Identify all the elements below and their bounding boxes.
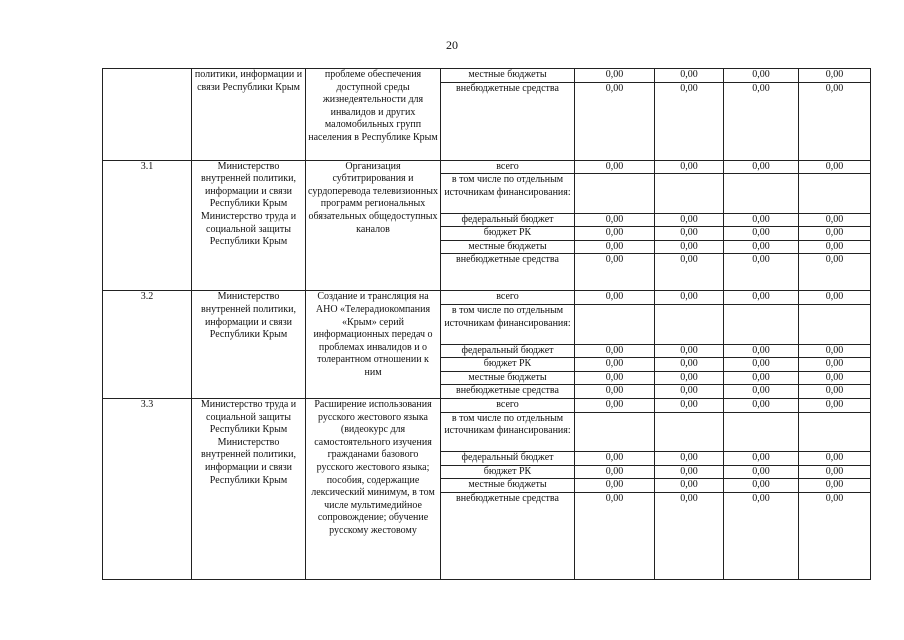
amount-cell [575, 305, 655, 345]
funding-source-cell: федеральный бюджет [441, 344, 575, 358]
funding-source-cell: федеральный бюджет [441, 452, 575, 466]
amount-cell: 0,00 [655, 240, 724, 254]
amount-cell: 0,00 [724, 479, 799, 493]
amount-cell: 0,00 [799, 452, 871, 466]
amount-cell: 0,00 [724, 240, 799, 254]
amount-cell: 0,00 [724, 213, 799, 227]
financing-table [102, 68, 871, 580]
amount-cell: 0,00 [799, 82, 871, 160]
amount-cell: 0,00 [575, 465, 655, 479]
amount-cell: 0,00 [655, 213, 724, 227]
amount-cell [799, 412, 871, 452]
table-row [103, 160, 871, 174]
amount-cell: 0,00 [799, 371, 871, 385]
amount-cell: 0,00 [655, 398, 724, 412]
executor-cell: Министерство внутренней политики, информации и связи Республики Крым Министерство труда и социальной защиты Республики Крым [192, 160, 306, 291]
funding-source-cell: внебюджетные средства [441, 385, 575, 399]
funding-source-cell: в том числе по отдельным источникам финансирования: [441, 305, 575, 345]
funding-source-cell: местные бюджеты [441, 479, 575, 493]
amount-cell: 0,00 [724, 69, 799, 83]
amount-cell: 0,00 [799, 240, 871, 254]
amount-cell: 0,00 [655, 344, 724, 358]
amount-cell: 0,00 [655, 291, 724, 305]
amount-cell: 0,00 [724, 358, 799, 372]
amount-cell: 0,00 [655, 465, 724, 479]
amount-cell: 0,00 [575, 452, 655, 466]
amount-cell: 0,00 [799, 465, 871, 479]
amount-cell: 0,00 [799, 254, 871, 291]
funding-source-cell: всего [441, 160, 575, 174]
amount-cell: 0,00 [575, 385, 655, 399]
amount-cell: 0,00 [799, 385, 871, 399]
amount-cell: 0,00 [799, 213, 871, 227]
amount-cell: 0,00 [655, 160, 724, 174]
funding-source-cell: местные бюджеты [441, 69, 575, 83]
amount-cell: 0,00 [575, 69, 655, 83]
item-number-cell [103, 69, 192, 161]
amount-cell: 0,00 [799, 358, 871, 372]
funding-source-cell: местные бюджеты [441, 371, 575, 385]
funding-source-cell: в том числе по отдельным источникам финансирования: [441, 412, 575, 452]
amount-cell: 0,00 [799, 69, 871, 83]
amount-cell [799, 174, 871, 214]
executor-cell: политики, информации и связи Республики Крым [192, 69, 306, 161]
amount-cell [724, 174, 799, 214]
executor-cell: Министерство труда и социальной защиты Республики Крым Министерство внутренней политики, информации и связи Республики Крым [192, 398, 306, 579]
funding-source-cell: всего [441, 291, 575, 305]
amount-cell: 0,00 [575, 240, 655, 254]
funding-source-cell: внебюджетные средства [441, 492, 575, 579]
amount-cell: 0,00 [655, 492, 724, 579]
amount-cell: 0,00 [655, 82, 724, 160]
amount-cell: 0,00 [799, 492, 871, 579]
amount-cell [575, 412, 655, 452]
amount-cell: 0,00 [799, 160, 871, 174]
funding-source-cell: в том числе по отдельным источникам финансирования: [441, 174, 575, 214]
amount-cell: 0,00 [655, 358, 724, 372]
amount-cell: 0,00 [799, 398, 871, 412]
amount-cell: 0,00 [724, 465, 799, 479]
amount-cell: 0,00 [655, 371, 724, 385]
executor-cell: Министерство внутренней политики, информации и связи Республики Крым [192, 291, 306, 398]
funding-source-cell: федеральный бюджет [441, 213, 575, 227]
amount-cell: 0,00 [575, 371, 655, 385]
amount-cell: 0,00 [799, 291, 871, 305]
table-body [103, 69, 871, 580]
amount-cell: 0,00 [575, 227, 655, 241]
amount-cell: 0,00 [575, 82, 655, 160]
amount-cell: 0,00 [655, 69, 724, 83]
amount-cell: 0,00 [575, 344, 655, 358]
funding-source-cell: бюджет РК [441, 465, 575, 479]
amount-cell: 0,00 [655, 452, 724, 466]
table-row [103, 398, 871, 412]
amount-cell: 0,00 [724, 160, 799, 174]
amount-cell: 0,00 [724, 492, 799, 579]
table-row [103, 69, 871, 83]
amount-cell: 0,00 [799, 344, 871, 358]
funding-source-cell: местные бюджеты [441, 240, 575, 254]
funding-source-cell: бюджет РК [441, 358, 575, 372]
amount-cell: 0,00 [575, 254, 655, 291]
activity-cell: Создание и трансляция на АНО «Телерадиокомпания «Крым» серий информационных передач о проблемах инвалидов и о толерантном отношении к ним [306, 291, 441, 398]
activity-cell: Организация субтитрирования и сурдоперевода телевизионных программ региональных обязательных общедоступных каналов [306, 160, 441, 291]
page-number: 20 [446, 38, 458, 52]
amount-cell: 0,00 [724, 82, 799, 160]
item-number-cell: 3.3 [103, 398, 192, 579]
amount-cell: 0,00 [575, 398, 655, 412]
amount-cell [724, 412, 799, 452]
amount-cell: 0,00 [724, 291, 799, 305]
amount-cell: 0,00 [724, 452, 799, 466]
amount-cell: 0,00 [575, 479, 655, 493]
amount-cell: 0,00 [655, 254, 724, 291]
table-row [103, 291, 871, 305]
amount-cell [655, 174, 724, 214]
funding-source-cell: всего [441, 398, 575, 412]
amount-cell: 0,00 [575, 358, 655, 372]
amount-cell: 0,00 [575, 213, 655, 227]
amount-cell: 0,00 [724, 344, 799, 358]
amount-cell: 0,00 [655, 479, 724, 493]
amount-cell [724, 305, 799, 345]
activity-cell: проблеме обеспечения доступной среды жизнедеятельности для инвалидов и других маломобильных групп населения в Республике Крым [306, 69, 441, 161]
amount-cell: 0,00 [724, 371, 799, 385]
amount-cell: 0,00 [575, 492, 655, 579]
amount-cell: 0,00 [799, 227, 871, 241]
amount-cell: 0,00 [724, 227, 799, 241]
amount-cell [799, 305, 871, 345]
item-number-cell: 3.2 [103, 291, 192, 398]
amount-cell: 0,00 [575, 160, 655, 174]
amount-cell: 0,00 [799, 479, 871, 493]
amount-cell: 0,00 [724, 385, 799, 399]
amount-cell [575, 174, 655, 214]
amount-cell: 0,00 [575, 291, 655, 305]
activity-cell: Расширение использования русского жестового языка (видеокурс для самостоятельного изучения гражданами базового русского жестового языка; пособия, содержащие лексический минимум, в том числе мультимедийное сопровождение; обучение русскому жестовому [306, 398, 441, 579]
amount-cell [655, 412, 724, 452]
amount-cell: 0,00 [724, 398, 799, 412]
amount-cell: 0,00 [655, 227, 724, 241]
funding-source-cell: бюджет РК [441, 227, 575, 241]
item-number-cell: 3.1 [103, 160, 192, 291]
amount-cell: 0,00 [724, 254, 799, 291]
amount-cell [655, 305, 724, 345]
amount-cell: 0,00 [655, 385, 724, 399]
funding-source-cell: внебюджетные средства [441, 82, 575, 160]
funding-source-cell: внебюджетные средства [441, 254, 575, 291]
